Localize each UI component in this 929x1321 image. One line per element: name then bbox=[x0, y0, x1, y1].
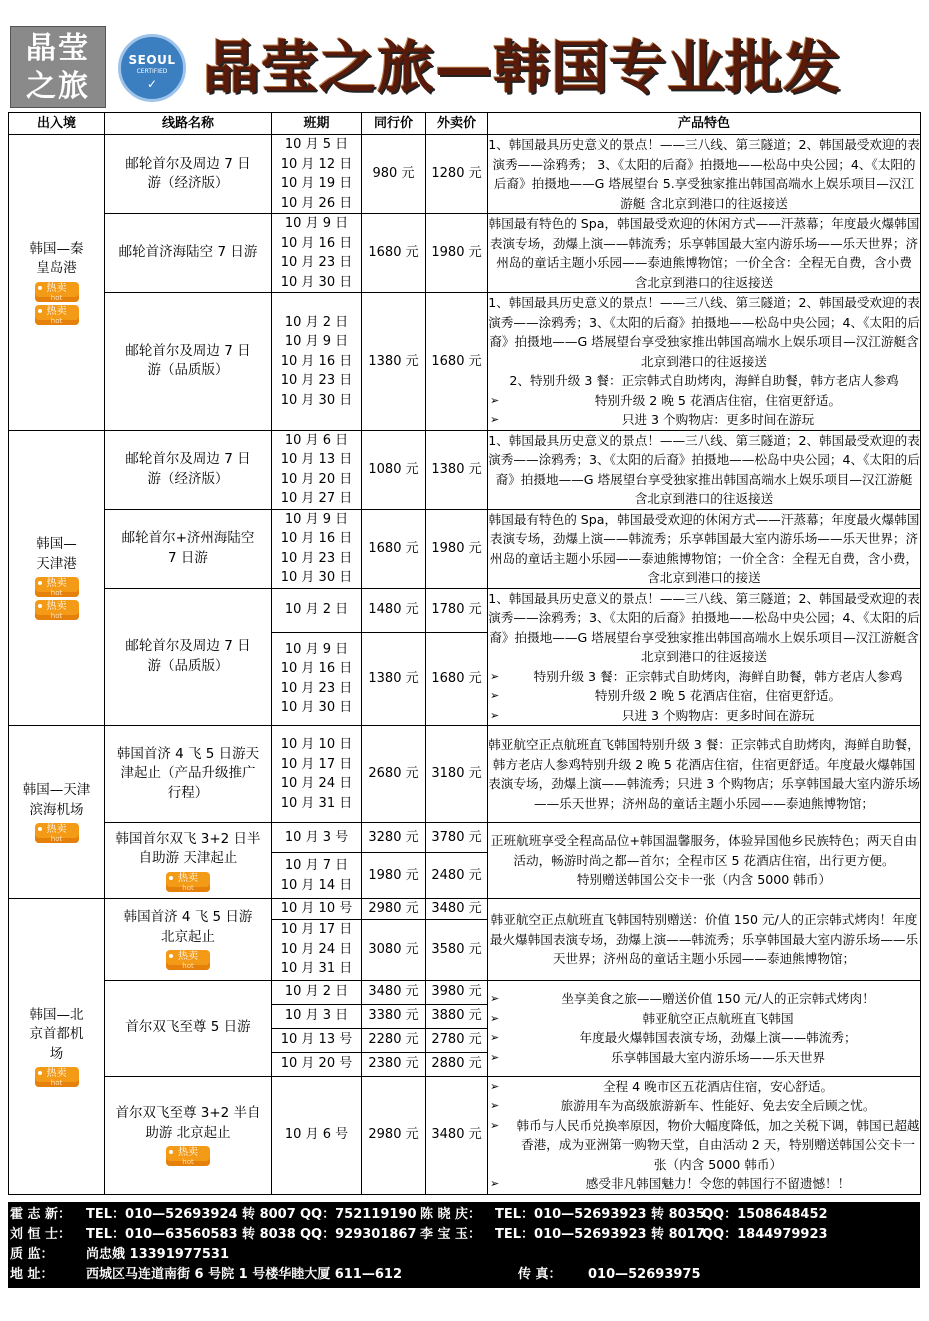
peer-price: 2980 元 bbox=[362, 899, 426, 920]
contact-tel: TEL：010—52693924 转 8007 bbox=[86, 1207, 296, 1222]
schedule-dates: 10 月 3 号 bbox=[272, 823, 362, 853]
arrow-bullet-icon: ➢ bbox=[490, 413, 500, 426]
contact-tel: TEL：010—52693923 转 8035 bbox=[495, 1207, 705, 1222]
region-name: 韩国—天津港 bbox=[36, 536, 77, 572]
feature-bullet: ➢ 旅游用车为高级旅游新车、性能好、免去安全后顾之忧。 bbox=[488, 1096, 920, 1116]
product-features: 韩亚航空正点航班直飞韩国特别升级 3 餐：正宗韩式自助烤肉，海鲜自助餐，韩方老店人参鸡特别升级 2 晚 5 花酒店住宿，住宿更舒适。年度最火爆韩国表演专场，劲爆上演——韩流秀；只进 3 个购物店；乐享韩国最大室内游乐场——乐天世界；济州岛的童话主题小乐园——泰迪熊博物馆； bbox=[488, 726, 921, 823]
quality-value: 尚忠娥 13391977531 bbox=[86, 1247, 230, 1262]
contact-name: 李 宝 玉： bbox=[420, 1227, 482, 1242]
seoul-certified-seal-icon bbox=[118, 34, 186, 102]
table-row bbox=[9, 430, 921, 509]
schedule-dates: 10 月 2 日 10 月 9 日 10 月 16 日 10 月 23 日 10 月 30 日 bbox=[272, 293, 362, 431]
hot-badge-icon: 热卖 hot bbox=[35, 1067, 79, 1087]
peer-price: 3480 元 bbox=[362, 980, 426, 1004]
contact-qq: QQ：752119190 bbox=[300, 1207, 417, 1222]
product-features bbox=[488, 1076, 921, 1194]
table-row bbox=[9, 135, 921, 214]
table-row bbox=[9, 214, 921, 293]
schedule-dates: 10 月 10 日 10 月 17 日 10 月 24 日 10 月 31 日 bbox=[272, 726, 362, 823]
feature-bullet: ➢ 韩币与人民币兑换率原因，物价大幅度降低，加之关税下调，韩国已超越香港，成为亚洲第一购物天堂，自由活动 2 天，特别赠送韩国公交卡一张（内含 5000 韩币） bbox=[490, 1117, 920, 1172]
address-value: 西城区马连道南街 6 号院 1 号楼华睦大厦 611—612 bbox=[86, 1267, 402, 1282]
region-cell bbox=[9, 430, 105, 726]
route-name: 邮轮首济海陆空 7 日游 bbox=[105, 214, 272, 293]
arrow-bullet-icon: ➢ bbox=[490, 708, 500, 722]
contact-tel: TEL：010—63560583 转 8038 bbox=[86, 1227, 296, 1242]
peer-price: 2680 元 bbox=[362, 726, 426, 823]
route-name: 邮轮首尔+济州海陆空 7 日游 bbox=[105, 509, 272, 588]
hot-badge-icon: 热卖 hot bbox=[166, 872, 210, 892]
retail-price: 3180 元 bbox=[426, 726, 488, 823]
hot-badge-icon: 热卖 hot bbox=[35, 823, 79, 843]
hot-badge-icon: 热卖 hot bbox=[35, 282, 79, 302]
route-name bbox=[105, 899, 272, 981]
table-row bbox=[9, 823, 921, 853]
region-cell bbox=[9, 135, 105, 431]
retail-price: 1380 元 bbox=[426, 430, 488, 509]
arrow-bullet-icon: ➢ bbox=[490, 669, 500, 683]
schedule-dates: 10 月 6 日 10 月 13 日 10 月 20 日 10 月 27 日 bbox=[272, 430, 362, 509]
schedule-dates: 10 月 20 号 bbox=[272, 1052, 362, 1076]
feature-bullet: ➢ 特别升级 3 餐：正宗韩式自助烤肉，海鲜自助餐，韩方老店人参鸡 bbox=[488, 667, 920, 687]
region-name: 韩国—天津滨海机场 bbox=[22, 782, 91, 818]
hot-badge-icon: 热卖 hot bbox=[35, 577, 79, 597]
hot-badge-icon: 热卖 hot bbox=[166, 1146, 210, 1166]
retail-price: 3480 元 bbox=[426, 1076, 488, 1194]
product-features: 韩国最有特色的 Spa，韩国最受欢迎的休闲方式——汗蒸幕；年度最火爆韩国表演专场，劲爆上演——韩流秀；乐享韩国最大室内游乐场——乐天世界；济州岛的童话主题小乐园——泰迪熊博物馆；一价全含：全程无自费，含小费 含北京到港口的往返接送 bbox=[488, 214, 921, 293]
product-features: 1、韩国最具历史意义的景点！——三八线、第三隧道；2、韩国最受欢迎的表演秀——涂鸦秀； 3、《太阳的后裔》拍摄地——松岛中央公园；4、《太阳的后裔》拍摄地——G 塔展望台 5.享受独家推出韩国高端水上娱乐项目—汉江游艇 含北京到港口的往返接送 bbox=[488, 135, 921, 214]
arrow-bullet-icon: ➢ bbox=[490, 393, 500, 407]
feature-bullet: ➢ 特别升级 2 晚 5 花酒店住宿，住宿更舒适。 bbox=[488, 391, 920, 411]
feature-text: 1、韩国最具历史意义的景点！——三八线、第三隧道；2、韩国最受欢迎的表演秀——涂鸦秀；3、《太阳的后裔》拍摄地——松岛中央公园；4、《太阳的后裔》拍摄地——G 塔展望台享受独家推出韩国高端水上娱乐项目—汉江游艇含北京到港口的往返接送 bbox=[488, 590, 920, 664]
table-row bbox=[9, 509, 921, 588]
peer-price: 3080 元 bbox=[362, 919, 426, 980]
contact-name: 霍 志 新： bbox=[10, 1207, 72, 1222]
address-label: 地 址： bbox=[10, 1267, 54, 1282]
peer-price: 1380 元 bbox=[362, 632, 426, 725]
page-title: 晶莹之旅—韩国专业批发 bbox=[203, 35, 841, 101]
feature-text: 1、韩国最具历史意义的景点！——三八线、第三隧道；2、韩国最受欢迎的表演秀——涂鸦秀；3、《太阳的后裔》拍摄地——松岛中央公园；4、《太阳的后裔》拍摄地——G 塔展望台享受独家推出韩国高端水上娱乐项目—汉江游艇含北京到港口的往返接送 bbox=[488, 295, 920, 369]
table-header-row bbox=[9, 113, 921, 135]
arrow-bullet-icon: ➢ bbox=[490, 1177, 500, 1190]
product-features: 1、韩国最具历史意义的景点！——三八线、第三隧道；2、韩国最受欢迎的表演秀——涂鸦秀；3、《太阳的后裔》拍摄地——松岛中央公园；4、《太阳的后裔》拍摄地——G 塔展望台享受独家推出韩国高端水上娱乐项目—汉江游艇 含北京到港口的往返接送 bbox=[488, 430, 921, 509]
feature-bullet: ➢ 特别升级 2 晚 5 花酒店住宿，住宿更舒适。 bbox=[488, 686, 920, 706]
region-cell bbox=[9, 726, 105, 899]
contact-name: 刘 恒 士： bbox=[10, 1227, 72, 1242]
feature-bullet: ➢ 只进 3 个购物店：更多时间在游玩 bbox=[488, 706, 920, 726]
region-name: 韩国—北京首都机场 bbox=[29, 1006, 84, 1062]
product-features bbox=[488, 588, 921, 726]
product-features: 韩国最有特色的 Spa，韩国最受欢迎的休闲方式——汗蒸幕；年度最火爆韩国表演专场，劲爆上演——韩流秀；乐享韩国最大室内游乐场——乐天世界；济州岛的童话主题小乐园——泰迪熊博物馆；一价全含：全程无自费，含小费，含北京到港口的接送 bbox=[488, 509, 921, 588]
schedule-dates: 10 月 9 日 10 月 16 日 10 月 23 日 10 月 30 日 bbox=[272, 214, 362, 293]
product-features bbox=[488, 980, 921, 1076]
route-name-text: 首尔双飞至尊 3+2 半自助游 北京起止 bbox=[115, 1105, 261, 1141]
table-row bbox=[9, 1076, 921, 1194]
contact-name: 陈 晓 庆： bbox=[420, 1207, 482, 1222]
arrow-bullet-icon: ➢ bbox=[490, 1118, 500, 1132]
itinerary-table bbox=[8, 112, 921, 1195]
schedule-dates: 10 月 13 号 bbox=[272, 1028, 362, 1052]
table-row bbox=[9, 899, 921, 920]
hot-badge-icon: 热卖 hot bbox=[35, 305, 79, 325]
feature-text: 2、特别升级 3 餐：正宗韩式自助烤肉，海鲜自助餐，韩方老店人参鸡 bbox=[509, 373, 899, 388]
peer-price: 1980 元 bbox=[362, 853, 426, 899]
arrow-bullet-icon: ➢ bbox=[490, 1050, 500, 1064]
route-name: 首尔双飞至尊 5 日游 bbox=[105, 980, 272, 1076]
retail-price: 1980 元 bbox=[426, 509, 488, 588]
feature-bullet: ➢ 年度最火爆韩国表演专场，劲爆上演——韩流秀； bbox=[488, 1028, 920, 1048]
seal-symbol-icon: ✓ bbox=[146, 77, 158, 91]
retail-price: 3780 元 bbox=[426, 823, 488, 853]
schedule-dates: 10 月 2 日 bbox=[272, 980, 362, 1004]
hot-badge-icon: 热卖 hot bbox=[166, 950, 210, 970]
page-header bbox=[8, 22, 920, 110]
feature-bullet: ➢ 只进 3 个购物店：更多时间在游玩 bbox=[488, 410, 920, 430]
feature-bullet: ➢ 韩亚航空正点航班直飞韩国 bbox=[488, 1009, 920, 1029]
region-name: 韩国—秦皇岛港 bbox=[29, 240, 84, 277]
fax-value: 010—52693975 bbox=[588, 1267, 701, 1282]
product-features bbox=[488, 293, 921, 431]
route-name bbox=[105, 823, 272, 899]
arrow-bullet-icon: ➢ bbox=[490, 1031, 500, 1044]
retail-price: 2780 元 bbox=[426, 1028, 488, 1052]
schedule-dates: 10 月 6 号 bbox=[272, 1076, 362, 1194]
retail-price: 1280 元 bbox=[426, 135, 488, 214]
quality-label: 质 监： bbox=[10, 1247, 54, 1262]
product-features bbox=[488, 823, 921, 899]
logo-line2: 之旅 bbox=[26, 69, 90, 104]
table-row bbox=[9, 726, 921, 823]
brand-logo bbox=[10, 26, 106, 108]
schedule-dates: 10 月 7 日 10 月 14 日 bbox=[272, 853, 362, 899]
retail-price: 1980 元 bbox=[426, 214, 488, 293]
col-header: 班期 bbox=[272, 113, 362, 135]
seal-mid-text: CERTIFIED bbox=[136, 68, 168, 75]
table-row bbox=[9, 980, 921, 1004]
route-name-text: 韩国首济 4 飞 5 日游北京起止 bbox=[123, 909, 253, 945]
contact-qq: QQ：1844979923 bbox=[702, 1227, 828, 1242]
peer-price: 1680 元 bbox=[362, 509, 426, 588]
feature-bullet: ➢ 感受非凡韩国魅力！令您的韩国行不留遗憾！！ bbox=[488, 1174, 920, 1194]
fax-label: 传 真： bbox=[518, 1267, 562, 1282]
peer-price: 2380 元 bbox=[362, 1052, 426, 1076]
retail-price: 1680 元 bbox=[426, 632, 488, 725]
feature-text: 正班航班享受全程高品位+韩国温馨服务，体验异国他乡民族特色；两天自由活动，畅游时尚之都—首尔；全程市区 5 花酒店住宿，出行更方便。 bbox=[490, 833, 918, 868]
table-row bbox=[9, 293, 921, 431]
logo-line1: 晶莹 bbox=[26, 31, 90, 66]
col-header: 外卖价 bbox=[426, 113, 488, 135]
arrow-bullet-icon: ➢ bbox=[490, 1011, 500, 1025]
table-row bbox=[9, 588, 921, 632]
contact-qq: QQ：1508648452 bbox=[702, 1207, 828, 1222]
region-cell bbox=[9, 899, 105, 1195]
retail-price: 2880 元 bbox=[426, 1052, 488, 1076]
peer-price: 3380 元 bbox=[362, 1004, 426, 1028]
route-name-text: 韩国首尔双飞 3+2 日半自助游 天津起止 bbox=[115, 830, 261, 866]
peer-price: 2280 元 bbox=[362, 1028, 426, 1052]
arrow-bullet-icon: ➢ bbox=[490, 992, 500, 1005]
hot-badge-icon: 热卖 hot bbox=[35, 600, 79, 620]
retail-price: 3980 元 bbox=[426, 980, 488, 1004]
contact-qq: QQ：929301867 bbox=[300, 1227, 417, 1242]
arrow-bullet-icon: ➢ bbox=[490, 689, 500, 702]
peer-price: 2980 元 bbox=[362, 1076, 426, 1194]
schedule-dates: 10 月 17 日 10 月 24 日 10 月 31 日 bbox=[272, 919, 362, 980]
retail-price: 3580 元 bbox=[426, 919, 488, 980]
peer-price: 1080 元 bbox=[362, 430, 426, 509]
route-name bbox=[105, 1076, 272, 1194]
peer-price: 1380 元 bbox=[362, 293, 426, 431]
peer-price: 1480 元 bbox=[362, 588, 426, 632]
retail-price: 2480 元 bbox=[426, 853, 488, 899]
route-name: 邮轮首尔及周边 7 日游（经济版） bbox=[105, 430, 272, 509]
col-header: 出入境 bbox=[9, 113, 105, 135]
retail-price: 1680 元 bbox=[426, 293, 488, 431]
peer-price: 980 元 bbox=[362, 135, 426, 214]
route-name: 邮轮首尔及周边 7 日游（经济版） bbox=[105, 135, 272, 214]
feature-bullet: ➢ 坐享美食之旅——赠送价值 150 元/人的正宗韩式烤肉！ bbox=[488, 989, 920, 1009]
schedule-dates: 10 月 9 日 10 月 16 日 10 月 23 日 10 月 30 日 bbox=[272, 509, 362, 588]
peer-price: 3280 元 bbox=[362, 823, 426, 853]
schedule-dates: 10 月 2 日 bbox=[272, 588, 362, 632]
route-name: 邮轮首尔及周边 7 日游（品质版） bbox=[105, 588, 272, 726]
feature-bullet: ➢ 乐享韩国最大室内游乐场——乐天世界 bbox=[488, 1048, 920, 1068]
schedule-dates: 10 月 10 号 bbox=[272, 899, 362, 920]
retail-price: 1780 元 bbox=[426, 588, 488, 632]
col-header: 同行价 bbox=[362, 113, 426, 135]
route-name: 邮轮首尔及周边 7 日游（品质版） bbox=[105, 293, 272, 431]
feature-bullet: ➢ 全程 4 晚市区五花酒店住宿，安心舒适。 bbox=[488, 1077, 920, 1097]
arrow-bullet-icon: ➢ bbox=[490, 1079, 500, 1093]
contact-footer bbox=[8, 1202, 920, 1288]
route-name: 韩国首济 4 飞 5 日游天津起止（产品升级推广行程） bbox=[105, 726, 272, 823]
schedule-dates: 10 月 5 日 10 月 12 日 10 月 19 日 10 月 26 日 bbox=[272, 135, 362, 214]
feature-text: 特别赠送韩国公交卡一张（内含 5000 韩币） bbox=[576, 872, 832, 888]
contact-tel: TEL：010—52693923 转 8017 bbox=[495, 1227, 705, 1242]
peer-price: 1680 元 bbox=[362, 214, 426, 293]
retail-price: 3880 元 bbox=[426, 1004, 488, 1028]
retail-price: 3480 元 bbox=[426, 899, 488, 920]
schedule-dates: 10 月 3 日 bbox=[272, 1004, 362, 1028]
col-header: 产品特色 bbox=[488, 113, 921, 135]
schedule-dates: 10 月 9 日 10 月 16 日 10 月 23 日 10 月 30 日 bbox=[272, 632, 362, 725]
col-header: 线路名称 bbox=[105, 113, 272, 135]
seal-top-text: SEOUL bbox=[128, 53, 176, 67]
arrow-bullet-icon: ➢ bbox=[490, 1099, 500, 1112]
product-features: 韩亚航空正点航班直飞韩国特别赠送：价值 150 元/人的正宗韩式烤肉！年度最火爆韩国表演专场，劲爆上演——韩流秀；乐享韩国最大室内游乐场——乐天世界；济州岛的童话主题小乐园——泰迪熊博物馆； bbox=[488, 899, 921, 981]
